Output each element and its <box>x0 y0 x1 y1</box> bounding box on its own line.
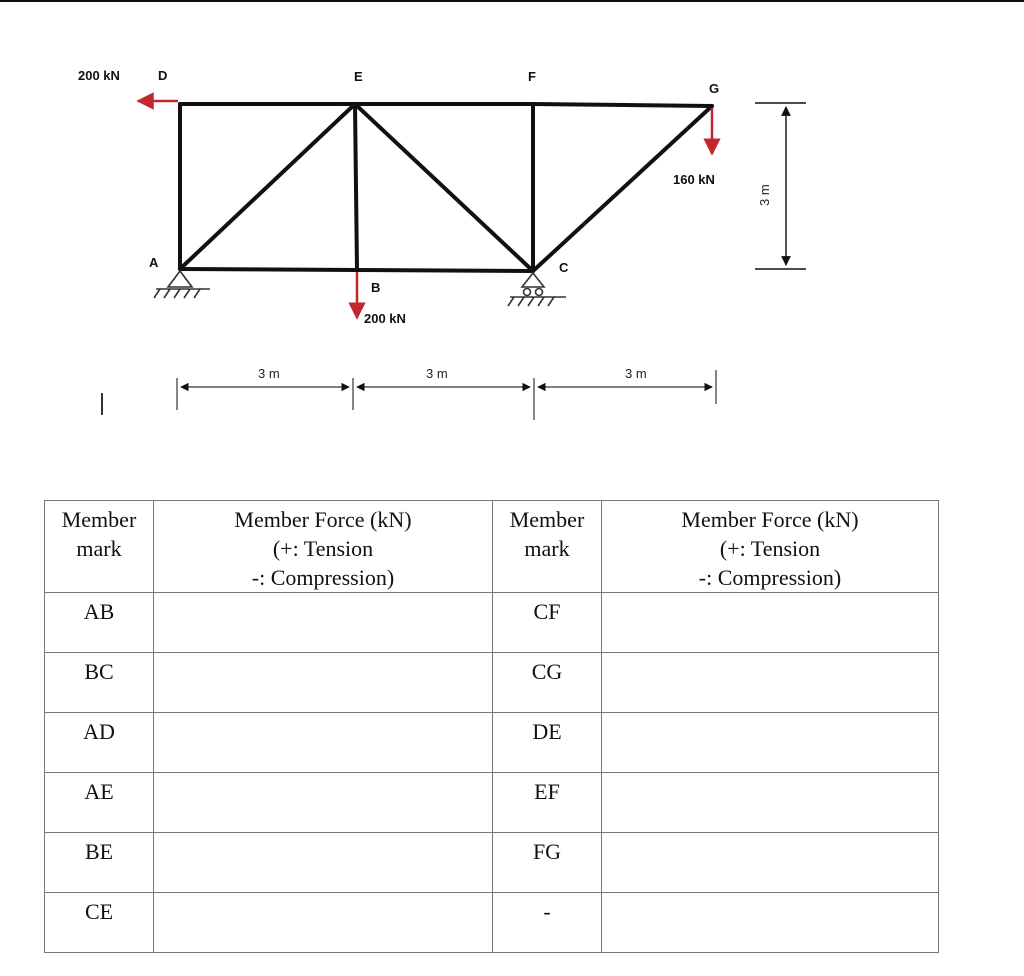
text-cursor <box>101 393 103 415</box>
table-row <box>45 893 939 953</box>
header-member-force-left: Member Force (kN) (+: Tension -: Compression) <box>154 501 493 593</box>
member-mark-cell: CE <box>45 893 154 953</box>
member-ce <box>355 104 533 271</box>
member-force-input-cell[interactable] <box>602 593 939 653</box>
node-label-d: D <box>158 68 168 83</box>
table-row <box>45 713 939 773</box>
table-row <box>45 653 939 713</box>
member-cg <box>533 106 712 271</box>
truss-diagram <box>0 0 1024 470</box>
member-force-input-cell[interactable] <box>602 713 939 773</box>
pin-support-a <box>154 271 210 298</box>
member-bc <box>357 270 533 271</box>
member-force-input-cell[interactable] <box>154 653 493 713</box>
height-dimension-label: 3 m <box>757 184 772 206</box>
table-row <box>45 833 939 893</box>
member-force-input-cell[interactable] <box>602 833 939 893</box>
member-mark-cell: BE <box>45 833 154 893</box>
node-label-b: B <box>371 280 381 295</box>
member-mark-cell: AB <box>45 593 154 653</box>
member-force-input-cell[interactable] <box>602 893 939 953</box>
member-force-input-cell[interactable] <box>154 593 493 653</box>
node-label-a: A <box>149 255 159 270</box>
span-label-1: 3 m <box>258 366 280 381</box>
load-label-d: 200 kN <box>78 68 120 83</box>
table-header-row <box>45 501 939 593</box>
member-mark-cell: FG <box>493 833 602 893</box>
member-fg <box>533 104 712 106</box>
node-label-c: C <box>559 260 569 275</box>
member-force-input-cell[interactable] <box>154 773 493 833</box>
span-label-3: 3 m <box>625 366 647 381</box>
header-member-mark-right: Member mark <box>493 501 602 593</box>
member-force-input-cell[interactable] <box>602 773 939 833</box>
member-mark-cell: AD <box>45 713 154 773</box>
member-force-input-cell[interactable] <box>154 713 493 773</box>
member-force-table <box>44 500 939 953</box>
load-label-b: 200 kN <box>364 311 406 326</box>
roller-support-c <box>508 273 566 306</box>
member-mark-cell: CG <box>493 653 602 713</box>
member-ae <box>180 104 355 269</box>
member-force-input-cell[interactable] <box>602 653 939 713</box>
member-be <box>355 104 357 270</box>
member-ab <box>180 269 357 270</box>
header-member-force-right: Member Force (kN) (+: Tension -: Compression) <box>602 501 939 593</box>
header-member-mark-left: Member mark <box>45 501 154 593</box>
table-row <box>45 593 939 653</box>
member-mark-cell: BC <box>45 653 154 713</box>
span-label-2: 3 m <box>426 366 448 381</box>
member-mark-cell: CF <box>493 593 602 653</box>
member-mark-cell: AE <box>45 773 154 833</box>
member-force-input-cell[interactable] <box>154 833 493 893</box>
node-label-g: G <box>709 81 720 96</box>
member-mark-cell: DE <box>493 713 602 773</box>
member-mark-cell: - <box>493 893 602 953</box>
member-mark-cell: EF <box>493 773 602 833</box>
load-label-g: 160 kN <box>673 172 715 187</box>
node-label-e: E <box>354 69 363 84</box>
node-label-f: F <box>528 69 536 84</box>
table-row <box>45 773 939 833</box>
member-force-input-cell[interactable] <box>154 893 493 953</box>
